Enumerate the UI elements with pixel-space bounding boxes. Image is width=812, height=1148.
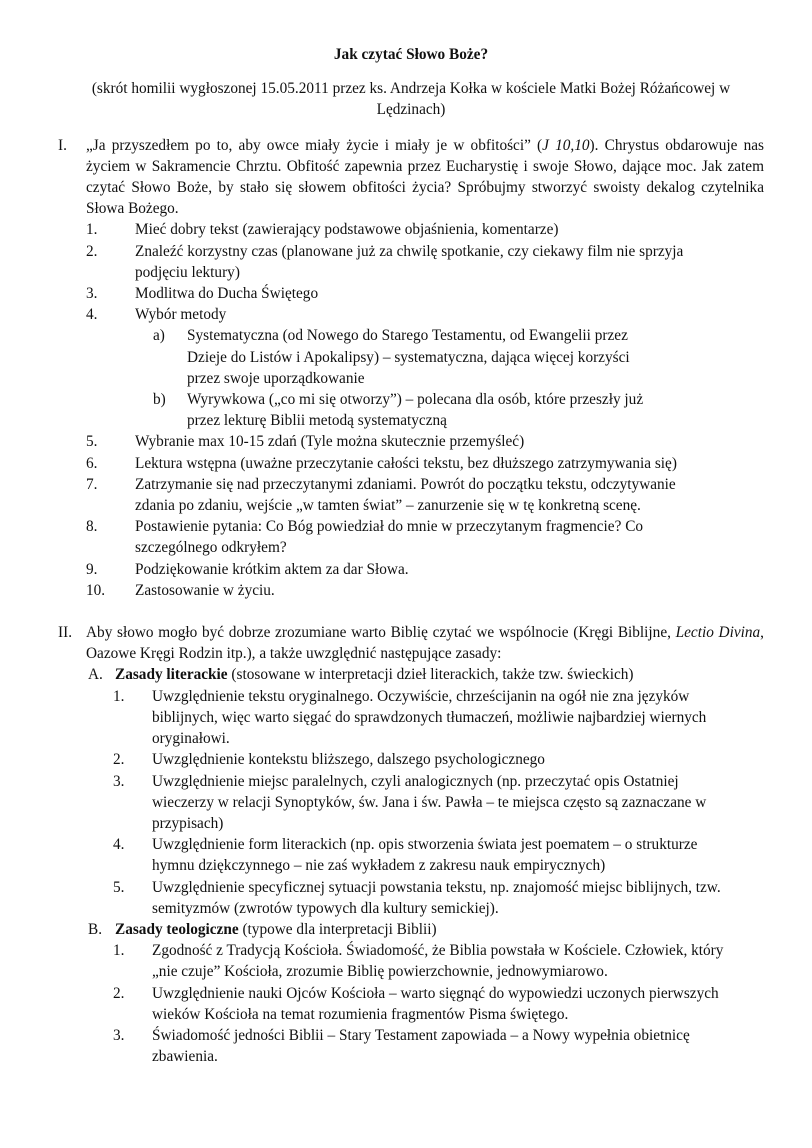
list-item: 3. Świadomość jedności Biblii – Stary Testament zapowiada – a Nowy wypełnia obietnicę zbawienia. xyxy=(113,1026,690,1066)
list-item: 1. Mieć dobry tekst (zawierający podstawowe objaśnienia, komentarze) xyxy=(86,221,559,239)
subsection-a-heading: A. Zasady literackie (stosowane w interpretacji dzieł literackich, także tzw. świeckich) xyxy=(88,666,634,684)
section-1-intro: „Ja przyszedłem po to, aby owce miały życie i miały je w obfitości” (J 10,10). Chrystus obdarowuje nas życiem w Sakramencie Chrztu. Obfitość zapewnia przez Eucharystię i swoje Słowo, dające moc. Jak zatem czytać Słowo Boże, by stało się słowem obfitości życia? Spróbujmy stworzyć swoisty dekalog czytelnika Słowa Bożego. xyxy=(86,136,764,218)
list-item: 4. Wybór metody xyxy=(86,306,227,324)
literary-principles-list xyxy=(113,686,764,919)
section-number: II. xyxy=(58,624,73,642)
section-number: I. xyxy=(58,136,67,154)
list-item: 9. Podziękowanie krótkim aktem za dar Słowa. xyxy=(86,560,409,578)
list-item: a) Systematyczna (od Nowego do Starego Testamentu, od Ewangelii przez Dzieje do Listów i Apokalipsy) – systematyczna, dająca więcej korzyści przez swoje uporządkowanie xyxy=(153,327,630,387)
decalogue-list xyxy=(86,219,764,325)
list-item: 1. Zgodność z Tradycją Kościoła. Świadomość, że Biblia powstała w Kościele. Człowiek, który „nie czuje” Kościoła, zrozumie Biblię powierzchownie, jednowymiarowo. xyxy=(113,942,724,981)
section-spacer xyxy=(58,601,764,622)
list-item: 5. Wybranie max 10-15 zdań (Tyle można skutecznie przemyśleć) xyxy=(86,433,525,451)
section-2 xyxy=(58,622,764,1067)
list-item: b) Wyrywkowa („co mi się otworzy”) – polecana dla osób, które przeszły już przez lekturę Biblii metodą systematyczną xyxy=(153,391,644,430)
list-item: 3. Uwzględnienie miejsc paralelnych, czyli analogicznych (np. przeczytać opis Ostatniej wieczerzy w relacji Synoptyków, św. Jana i św. Pawła – te miejsca często są zaznaczane w przypisach) xyxy=(113,772,707,832)
document-subtitle: (skrót homilii wygłoszonej 15.05.2011 przez ks. Andrzeja Kołka w kościele Matki Bożej Różańcowej w Lędzinach) xyxy=(91,80,731,119)
list-item: 2. Znaleźć korzystny czas (planowane już za chwilę spotkanie, czy ciekawy film nie sprzyja podjęciu lektury) xyxy=(86,242,684,281)
list-item: 8. Postawienie pytania: Co Bóg powiedział do mnie w przeczytanym fragmencie? Co szczególnego odkryłem? xyxy=(86,518,644,557)
decalogue-list-continued xyxy=(86,431,764,601)
method-sublist xyxy=(153,325,764,431)
list-item: 2. Uwzględnienie nauki Ojców Kościoła – warto sięgnąć do wypowiedzi uczonych pierwszych wieków Kościoła na temat rozumienia fragmentów Pisma świętego. xyxy=(113,984,719,1023)
theological-principles-list xyxy=(113,940,764,1067)
subsection-b-heading: B. Zasady teologiczne (typowe dla interpretacji Biblii) xyxy=(88,920,437,938)
list-item: 10. Zastosowanie w życiu. xyxy=(86,581,275,599)
list-item: 1. Uwzględnienie tekstu oryginalnego. Oczywiście, chrześcijanin na ogół nie zna języków biblijnych, więc warto sięgać do sprawdzonych tłumaczeń, możliwie najbardziej wiernych oryginałowi. xyxy=(113,687,707,748)
list-item: 5. Uwzględnienie specyficznej sytuacji powstania tekstu, np. znajomość miejsc biblijnych, tzw. semityzmów (zwrotów typowych dla kultury semickiej). xyxy=(113,878,721,917)
document-title: Jak czytać Słowo Boże? xyxy=(333,46,489,63)
section-2-intro: Aby słowo mogło być dobrze zrozumiane warto Biblię czytać we wspólnocie (Kręgi Biblijne, Lectio Divina, Oazowe Kręgi Rodzin itp.), a także uwzględnić następujące zasady: xyxy=(86,624,764,663)
section-1 xyxy=(58,135,764,601)
list-item: 4. Uwzględnienie form literackich (np. opis stworzenia świata jest poematem – o strukturze hymnu dziękczynnego – nie zaś wykładem z zakresu nauk empirycznych) xyxy=(113,836,698,875)
list-item: 6. Lektura wstępna (uważne przeczytanie całości tekstu, bez dłuższego zatrzymywania się) xyxy=(86,454,677,472)
list-item: 7. Zatrzymanie się nad przeczytanymi zdaniami. Powrót do początku tekstu, odczytywanie zdania po zdaniu, wejście „w tamten świat” – zanurzenie się w tę konkretną scenę. xyxy=(86,475,676,515)
list-item: 2. Uwzględnienie kontekstu bliższego, dalszego psychologicznego xyxy=(113,751,545,769)
scripture-reference: J 10,10 xyxy=(542,136,590,154)
list-item: 3. Modlitwa do Ducha Świętego xyxy=(86,285,319,303)
